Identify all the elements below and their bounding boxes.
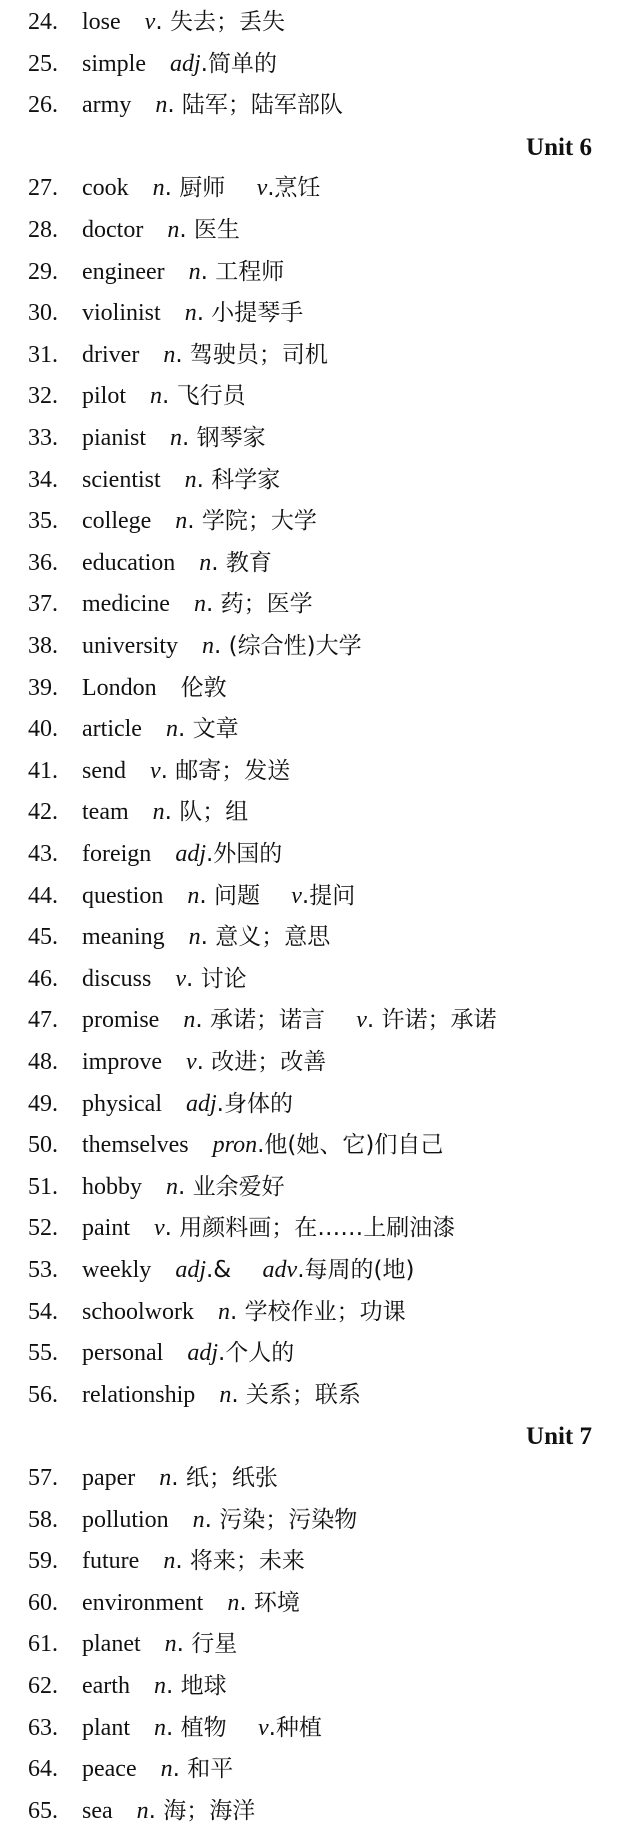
english-word: pilot — [82, 383, 127, 410]
part-of-speech: n — [170, 425, 182, 451]
chinese-definition: . 陆军；陆军部队 — [167, 92, 343, 119]
english-word: weekly — [82, 1257, 152, 1283]
entry-body — [82, 252, 284, 294]
chinese-definition: . 用颜料画；在……上刷油漆 — [164, 1215, 456, 1242]
vocab-entry — [0, 584, 640, 626]
vocab-entry — [0, 293, 640, 335]
entry-body — [82, 1541, 305, 1583]
entry-number: 40. — [28, 716, 58, 743]
entry-body — [82, 668, 227, 710]
entry-number: 41. — [28, 757, 58, 784]
part-of-speech: n — [166, 1173, 178, 1200]
part-of-speech: adj — [175, 841, 206, 867]
entry-body — [82, 917, 330, 959]
entry-body — [82, 1791, 255, 1832]
chinese-definition: .每周的(地) — [297, 1257, 415, 1283]
part-of-speech: adj — [187, 1340, 218, 1367]
chinese-definition: .身体的 — [216, 1090, 293, 1117]
entry-body — [82, 1458, 278, 1500]
vocab-entry — [0, 751, 640, 793]
entry-body — [82, 1375, 361, 1417]
entry-number: 31. — [28, 341, 58, 368]
entry-body — [82, 2, 285, 44]
part-of-speech: n — [184, 466, 197, 493]
english-word: earth — [82, 1673, 130, 1699]
chinese-definition: . 学院；大学 — [187, 508, 317, 535]
part-of-speech: n — [187, 882, 200, 909]
vocab-entry — [0, 85, 640, 127]
unit-heading: Unit 6 — [526, 133, 592, 161]
vocab-entry — [0, 668, 640, 710]
part-of-speech: n — [167, 217, 180, 243]
chinese-definition: .烹饪 — [267, 175, 321, 202]
part-of-speech: n — [160, 1756, 173, 1783]
entry-body — [82, 1500, 357, 1542]
english-word: relationship — [82, 1381, 196, 1408]
english-word: lose — [82, 9, 121, 35]
chinese-definition: . 飞行员 — [162, 383, 246, 410]
part-of-speech: n — [152, 175, 165, 202]
english-word: engineer — [82, 258, 165, 285]
entry-number: 45. — [28, 924, 58, 951]
chinese-definition: . 许诺；承诺 — [366, 1007, 497, 1034]
vocab-entry — [0, 1749, 640, 1791]
part-of-speech: n — [193, 591, 206, 618]
entry-number: 24. — [28, 9, 58, 35]
vocab-entry — [0, 626, 640, 668]
part-of-speech: v — [257, 1714, 269, 1741]
english-word: violinist — [82, 300, 161, 327]
part-of-speech: v — [175, 965, 186, 992]
vocab-entry — [0, 1250, 640, 1292]
english-word: plant — [82, 1714, 130, 1741]
part-of-speech: v — [144, 9, 156, 35]
english-word: physical — [82, 1090, 162, 1117]
vocab-entry — [0, 1541, 640, 1583]
english-word: future — [82, 1548, 140, 1575]
unit-heading: Unit 7 — [526, 1423, 592, 1451]
part-of-speech: v — [256, 175, 268, 202]
entry-body — [82, 1292, 406, 1334]
vocab-entry — [0, 168, 640, 210]
vocab-entry — [0, 1458, 640, 1500]
chinese-definition: . 业余爱好 — [178, 1173, 285, 1200]
english-word: paper — [82, 1465, 136, 1491]
english-word: driver — [82, 341, 140, 368]
entry-number: 49. — [28, 1090, 58, 1117]
entry-body — [82, 1749, 233, 1791]
chinese-definition: . 海；海洋 — [148, 1797, 256, 1824]
chinese-definition: . 改进；改善 — [196, 1049, 327, 1075]
chinese-definition: . 学校作业；功课 — [229, 1298, 406, 1325]
entry-number: 43. — [28, 841, 58, 867]
vocab-entry — [0, 834, 640, 876]
part-of-speech: n — [183, 1007, 196, 1034]
chinese-definition: . 讨论 — [186, 965, 247, 992]
english-word: promise — [82, 1007, 160, 1034]
entry-body — [82, 1167, 285, 1209]
entry-body — [82, 293, 303, 335]
english-word: London — [82, 674, 157, 701]
chinese-definition: . 药；医学 — [205, 591, 313, 618]
entry-body — [82, 584, 313, 626]
chinese-definition: .他(她、它)们自己 — [257, 1132, 444, 1159]
entry-number: 55. — [28, 1340, 58, 1367]
entry-body — [82, 1084, 293, 1126]
entry-number: 63. — [28, 1714, 58, 1741]
vocab-entry — [0, 1292, 640, 1334]
chinese-definition: 伦敦 — [180, 674, 227, 701]
english-word: discuss — [82, 965, 152, 992]
entry-body — [82, 834, 282, 876]
entry-body — [82, 1666, 227, 1708]
vocab-entry — [0, 1583, 640, 1625]
part-of-speech: adj — [170, 50, 201, 77]
english-word: pianist — [82, 425, 146, 451]
chinese-definition: . 关系；联系 — [231, 1381, 361, 1408]
english-word: education — [82, 549, 176, 576]
vocab-entry — [0, 460, 640, 502]
part-of-speech: n — [175, 508, 188, 535]
chinese-definition: . 科学家 — [196, 466, 281, 493]
entry-body — [82, 1583, 300, 1625]
part-of-speech: n — [217, 1298, 230, 1325]
entry-number: 46. — [28, 965, 58, 992]
part-of-speech: n — [159, 1465, 172, 1491]
chinese-definition: . 失去；丢失 — [155, 9, 285, 35]
vocab-entry — [0, 1666, 640, 1708]
english-word: themselves — [82, 1132, 189, 1159]
vocab-entry — [0, 792, 640, 834]
entry-number: 26. — [28, 92, 58, 119]
entry-body — [82, 44, 277, 86]
entry-body — [82, 1000, 497, 1042]
chinese-definition: . 驾驶员；司机 — [175, 341, 328, 368]
entry-body — [82, 626, 362, 668]
entry-body — [82, 85, 343, 127]
vocab-entry — [0, 1333, 640, 1375]
chinese-definition: . 承诺；诺言 — [195, 1007, 333, 1034]
entry-number: 32. — [28, 383, 58, 410]
vocab-entry — [0, 501, 640, 543]
english-word: question — [82, 882, 164, 909]
entry-number: 56. — [28, 1381, 58, 1408]
entry-number: 47. — [28, 1007, 58, 1034]
entry-number: 65. — [28, 1797, 58, 1824]
vocab-entry — [0, 335, 640, 377]
chinese-definition: . 医生 — [179, 217, 240, 243]
english-word: simple — [82, 50, 146, 77]
part-of-speech: n — [164, 1631, 177, 1658]
entry-body — [82, 460, 280, 502]
entry-body — [82, 1708, 322, 1750]
english-word: sea — [82, 1797, 113, 1824]
chinese-definition: . 队；组 — [164, 799, 249, 826]
part-of-speech: n — [163, 341, 176, 368]
english-word: personal — [82, 1340, 164, 1367]
entry-number: 38. — [28, 633, 58, 659]
chinese-definition: . 教育 — [211, 549, 272, 576]
english-word: paint — [82, 1215, 130, 1242]
part-of-speech: n — [150, 383, 163, 410]
entry-number: 30. — [28, 300, 58, 327]
chinese-definition: . 地球 — [165, 1673, 227, 1699]
chinese-definition: . 行星 — [176, 1631, 238, 1658]
chinese-definition: .外国的 — [205, 841, 283, 867]
vocab-entry — [0, 1791, 640, 1832]
entry-number: 51. — [28, 1173, 58, 1200]
entry-number: 59. — [28, 1548, 58, 1575]
chinese-definition: . 小提琴手 — [196, 300, 304, 327]
chinese-definition: . 工程师 — [200, 258, 285, 285]
part-of-speech: n — [184, 300, 197, 327]
chinese-definition: . 和平 — [172, 1756, 234, 1783]
english-word: environment — [82, 1589, 204, 1616]
chinese-definition: . 将来；未来 — [175, 1548, 305, 1575]
vocab-entry — [0, 917, 640, 959]
entry-body — [82, 1624, 237, 1666]
vocab-entry — [0, 1500, 640, 1542]
entry-body — [82, 792, 248, 834]
vocab-entry — [0, 709, 640, 751]
vocab-entry — [0, 1042, 640, 1084]
entry-number: 64. — [28, 1756, 58, 1783]
part-of-speech: v — [185, 1049, 197, 1075]
entry-number: 39. — [28, 674, 58, 701]
entry-body — [82, 709, 239, 751]
entry-body — [82, 210, 240, 252]
part-of-speech: adj — [175, 1257, 206, 1283]
entry-body — [82, 1125, 443, 1167]
vocab-entry — [0, 1624, 640, 1666]
english-word: army — [82, 92, 132, 119]
entry-number: 36. — [28, 549, 58, 576]
entry-body — [82, 1208, 455, 1250]
part-of-speech: n — [192, 1506, 205, 1533]
part-of-speech: n — [219, 1381, 232, 1408]
part-of-speech: n — [199, 549, 212, 576]
entry-number: 34. — [28, 466, 58, 493]
entry-body — [82, 1250, 414, 1292]
chinese-definition: .提问 — [301, 882, 356, 909]
vocab-entry — [0, 2, 640, 44]
entry-body — [82, 1333, 294, 1375]
part-of-speech: n — [155, 92, 168, 119]
vocab-entry — [0, 252, 640, 294]
english-word: scientist — [82, 466, 161, 493]
entry-number: 44. — [28, 882, 58, 909]
chinese-definition: . 污染；污染物 — [204, 1506, 358, 1533]
chinese-definition: . (综合性)大学 — [214, 633, 362, 659]
chinese-definition: .& — [205, 1257, 239, 1283]
entry-number: 37. — [28, 591, 58, 618]
chinese-definition: . 纸；纸张 — [171, 1465, 278, 1491]
vocab-entry — [0, 1125, 640, 1167]
entry-number: 53. — [28, 1257, 58, 1283]
vocab-entry — [0, 959, 640, 1001]
english-word: doctor — [82, 217, 144, 243]
english-word: schoolwork — [82, 1298, 194, 1325]
entry-number: 60. — [28, 1589, 58, 1616]
english-word: foreign — [82, 841, 152, 867]
part-of-speech: pron — [212, 1132, 258, 1159]
entry-number: 42. — [28, 799, 58, 826]
entry-body — [82, 501, 317, 543]
part-of-speech: adv — [262, 1257, 298, 1283]
part-of-speech: n — [154, 1714, 166, 1741]
english-word: send — [82, 757, 126, 784]
part-of-speech: n — [163, 1548, 176, 1575]
english-word: meaning — [82, 924, 165, 951]
part-of-speech: adj — [185, 1090, 217, 1117]
vocab-entry — [0, 376, 640, 418]
vocab-entry — [0, 210, 640, 252]
part-of-speech: v — [154, 1215, 165, 1242]
entry-number: 62. — [28, 1673, 58, 1699]
part-of-speech: n — [188, 258, 201, 285]
part-of-speech: n — [152, 799, 165, 826]
part-of-speech: v — [291, 882, 302, 909]
english-word: cook — [82, 175, 129, 202]
english-word: medicine — [82, 591, 170, 618]
chinese-definition: .简单的 — [200, 50, 277, 77]
part-of-speech: n — [202, 633, 214, 659]
entry-number: 50. — [28, 1132, 58, 1159]
entry-number: 28. — [28, 217, 58, 243]
part-of-speech: n — [188, 924, 201, 951]
unit-heading-row — [0, 1416, 640, 1458]
part-of-speech: n — [227, 1589, 240, 1616]
chinese-definition: . 厨师 — [164, 175, 233, 202]
english-word: college — [82, 508, 152, 535]
chinese-definition: . 环境 — [239, 1589, 300, 1616]
chinese-definition: . 意义；意思 — [200, 924, 331, 951]
part-of-speech: v — [150, 757, 161, 784]
entry-body — [82, 376, 246, 418]
entry-number: 61. — [28, 1631, 58, 1658]
entry-number: 54. — [28, 1298, 58, 1325]
vocab-entry — [0, 543, 640, 585]
vocab-entry — [0, 1708, 640, 1750]
entry-body — [82, 1042, 326, 1084]
english-word: peace — [82, 1756, 137, 1783]
english-word: hobby — [82, 1173, 142, 1200]
entry-number: 25. — [28, 50, 58, 77]
english-word: improve — [82, 1049, 162, 1075]
chinese-definition: . 邮寄；发送 — [160, 757, 291, 784]
entry-number: 58. — [28, 1506, 58, 1533]
entry-number: 52. — [28, 1215, 58, 1242]
entry-body — [82, 335, 328, 377]
entry-number: 33. — [28, 425, 58, 451]
english-word: team — [82, 799, 129, 826]
entry-body — [82, 168, 321, 210]
vocab-entry — [0, 1167, 640, 1209]
chinese-definition: . 文章 — [177, 716, 239, 743]
entry-number: 57. — [28, 1465, 58, 1491]
entry-number: 29. — [28, 258, 58, 285]
vocab-entry — [0, 1000, 640, 1042]
vocab-entry — [0, 418, 640, 460]
entry-number: 48. — [28, 1049, 58, 1075]
part-of-speech: n — [136, 1797, 149, 1824]
entry-body — [82, 959, 247, 1001]
vocab-entry — [0, 1208, 640, 1250]
part-of-speech: n — [165, 716, 178, 743]
vocab-entry — [0, 44, 640, 86]
entry-number: 35. — [28, 508, 58, 535]
chinese-definition: .种植 — [268, 1714, 322, 1741]
chinese-definition: . 植物 — [166, 1714, 234, 1741]
vocab-entry — [0, 876, 640, 918]
english-word: pollution — [82, 1506, 169, 1533]
part-of-speech: n — [153, 1673, 166, 1699]
vocab-entry — [0, 1084, 640, 1126]
english-word: university — [82, 633, 178, 659]
vocab-entry — [0, 1375, 640, 1417]
entry-body — [82, 876, 355, 918]
chinese-definition: . 钢琴家 — [182, 425, 266, 451]
entry-body — [82, 751, 290, 793]
chinese-definition: .个人的 — [217, 1340, 295, 1367]
entry-number: 27. — [28, 175, 58, 202]
english-word: planet — [82, 1631, 141, 1658]
unit-heading-row — [0, 127, 640, 169]
english-word: article — [82, 716, 142, 743]
entry-body — [82, 543, 272, 585]
part-of-speech: v — [356, 1007, 367, 1034]
entry-body — [82, 418, 266, 460]
chinese-definition: . 问题 — [199, 882, 268, 909]
